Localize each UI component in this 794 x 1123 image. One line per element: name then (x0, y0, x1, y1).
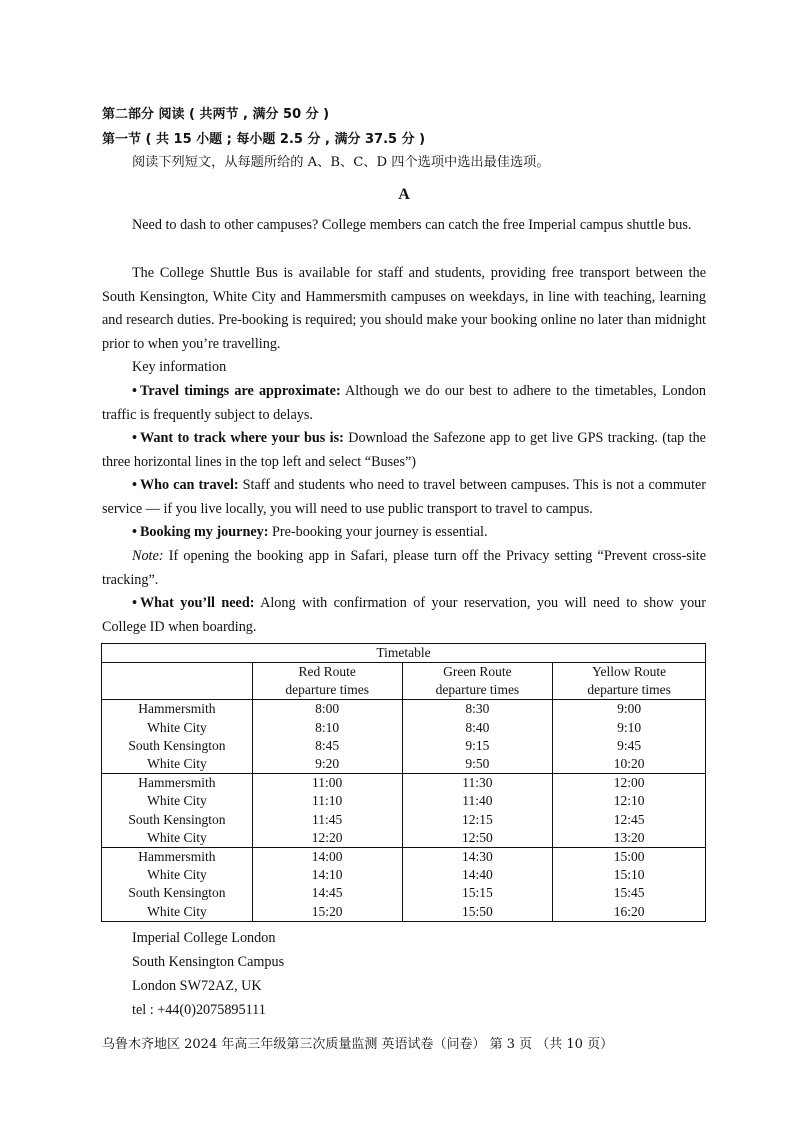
timetable (101, 643, 706, 922)
table-row (102, 866, 706, 884)
departure-time-cell: 15:10 (553, 866, 706, 884)
stop-name-cell: White City (147, 867, 207, 883)
bullet-label: Booking my journey: (139, 524, 269, 540)
bullet-dot-icon: • (132, 383, 137, 399)
page-footer: 乌鲁木齐地区 2024 年高三年级第三次质量监测 英语试卷（问卷） 第 3 页 （共 10 页） (102, 1037, 614, 1052)
departure-time-cell: 11:10 (252, 792, 402, 810)
bullet-text: Along with confirmation of your reservation, you will need to show your College ID when boarding. (102, 595, 707, 635)
stop-name-cell: White City (102, 829, 253, 848)
stop-name-cell: White City (147, 719, 207, 735)
bullet-who-can-travel (102, 474, 706, 521)
note-text: If opening the booking app in Safari, please turn off the Privacy setting “Prevent cross-site tracking”. (102, 548, 706, 588)
table-row (102, 829, 706, 848)
bullet-dot-icon: • (132, 595, 137, 611)
stop-name-cell: White City (147, 793, 207, 809)
bullet-track-bus (102, 427, 706, 474)
stop-name-cell: Hammersmith (138, 775, 216, 791)
stop-name-cell: White City (102, 755, 253, 774)
header-yellow-route: Yellow Route departure times (553, 663, 706, 700)
table-row (102, 811, 706, 829)
departure-time-cell: 9:20 (252, 755, 402, 774)
departure-time-cell: 14:40 (402, 866, 553, 884)
departure-time-cell: 11:45 (252, 811, 402, 829)
departure-time-cell: 9:10 (553, 719, 706, 737)
departure-time-cell: 14:45 (252, 884, 402, 902)
departure-time-cell: 12:45 (553, 811, 706, 829)
instruction: 阅读下列短文，从每题所给的 A、B、C、D 四个选项中选出最佳选项。 (132, 155, 550, 170)
bullet-label: Who can travel: (139, 477, 239, 493)
departure-time-cell: 14:10 (252, 866, 402, 884)
header-green-route: Green Route departure times (402, 663, 553, 700)
departure-time-cell: 9:50 (402, 755, 553, 774)
bullet-travel-timings (102, 380, 706, 427)
departure-time-cell: 15:20 (252, 903, 402, 922)
header-empty-cell (102, 663, 253, 700)
subsection-heading: 第一节 ( 共 15 小题 ; 每小题 2.5 分 , 满分 37.5 分 ) (102, 132, 426, 147)
departure-time-cell: 12:00 (553, 774, 706, 793)
departure-time-cell: 8:30 (402, 700, 553, 719)
departure-time-cell: 12:10 (553, 792, 706, 810)
bullet-text: Pre-booking your journey is essential. (268, 524, 488, 540)
table-row (102, 737, 706, 755)
paragraph-description: The College Shuttle Bus is available for staff and students, providing free transport between the South Kensington, White City and Hammersmith campuses on weekdays, in line with teaching, learning and research duties. Pre-booking is required; you should make your booking online no later than midnight prior to when you’re travelling. (102, 265, 706, 352)
table-row (102, 700, 706, 719)
stop-name-cell: South Kensington (128, 811, 226, 827)
bullet-text: Although we do our best to adhere to the timetables, London traffic is frequently subject to delays. (102, 383, 706, 423)
table-row (102, 903, 706, 922)
departure-time-cell: 8:45 (252, 737, 402, 755)
departure-time-cell: 13:20 (553, 829, 706, 848)
table-row (102, 774, 706, 793)
bullet-dot-icon: • (132, 477, 137, 493)
departure-time-cell: 14:00 (252, 848, 402, 867)
departure-time-cell: 15:45 (553, 884, 706, 902)
bullet-text: Download the Safezone app to get live GPS tracking. (tap the three horizontal lines in the top left and select “Buses”) (102, 430, 706, 470)
departure-time-cell: 15:00 (553, 848, 706, 867)
departure-time-cell: 12:50 (402, 829, 553, 848)
stop-name-cell: South Kensington (128, 737, 226, 753)
timetable-caption: Timetable (102, 644, 706, 663)
departure-time-cell: 9:45 (553, 737, 706, 755)
note (102, 545, 706, 592)
address-line-2: South Kensington Campus (132, 954, 285, 970)
bullet-dot-icon: • (132, 524, 137, 540)
stop-name-cell: White City (147, 903, 207, 919)
table-row (102, 755, 706, 774)
departure-time-cell: 9:15 (402, 737, 553, 755)
departure-time-cell: 15:15 (402, 884, 553, 902)
departure-time-cell: 8:00 (252, 700, 402, 719)
departure-time-cell: 8:40 (402, 719, 553, 737)
key-info-heading: Key information (132, 359, 227, 375)
table-row (102, 848, 706, 867)
bullet-label: What you’ll need: (139, 595, 255, 611)
section-heading: 第二部分 阅读 ( 共两节 , 满分 50 分 ) (102, 107, 330, 122)
table-row (102, 719, 706, 737)
note-label: Note: (132, 548, 164, 564)
stop-name-cell: Hammersmith (138, 849, 216, 865)
bullet-text: Staff and students who need to travel between campuses. This is not a commuter service — if you live locally, you will need to use public transport to travel to campus. (102, 477, 706, 517)
departure-time-cell: 10:20 (553, 755, 706, 774)
bullet-label: Travel timings are approximate: (139, 383, 341, 399)
bullet-what-you-need (102, 592, 706, 639)
header-red-route: Red Route departure times (252, 663, 402, 700)
departure-time-cell: 8:10 (252, 719, 402, 737)
bullet-dot-icon: • (132, 430, 137, 446)
departure-time-cell: 9:00 (553, 700, 706, 719)
departure-time-cell: 15:50 (402, 903, 553, 922)
address-line-1: Imperial College London (132, 930, 276, 946)
passage-letter: A (398, 186, 410, 203)
bullet-booking (102, 521, 706, 545)
paragraph-intro: Need to dash to other campuses? College members can catch the free Imperial campus shuttle bus. (132, 217, 692, 233)
departure-time-cell: 11:40 (402, 792, 553, 810)
table-row (102, 884, 706, 902)
bullet-label: Want to track where your bus is: (139, 430, 344, 446)
departure-time-cell: 16:20 (553, 903, 706, 922)
departure-time-cell: 12:20 (252, 829, 402, 848)
departure-time-cell: 14:30 (402, 848, 553, 867)
stop-name-cell: Hammersmith (138, 701, 216, 717)
stop-name-cell: South Kensington (128, 885, 226, 901)
departure-time-cell: 11:00 (252, 774, 402, 793)
departure-time-cell: 12:15 (402, 811, 553, 829)
departure-time-cell: 11:30 (402, 774, 553, 793)
address-line-3: London SW72AZ, UK (132, 978, 262, 994)
table-row (102, 792, 706, 810)
address-phone: tel : +44(0)2075895111 (132, 1002, 266, 1018)
